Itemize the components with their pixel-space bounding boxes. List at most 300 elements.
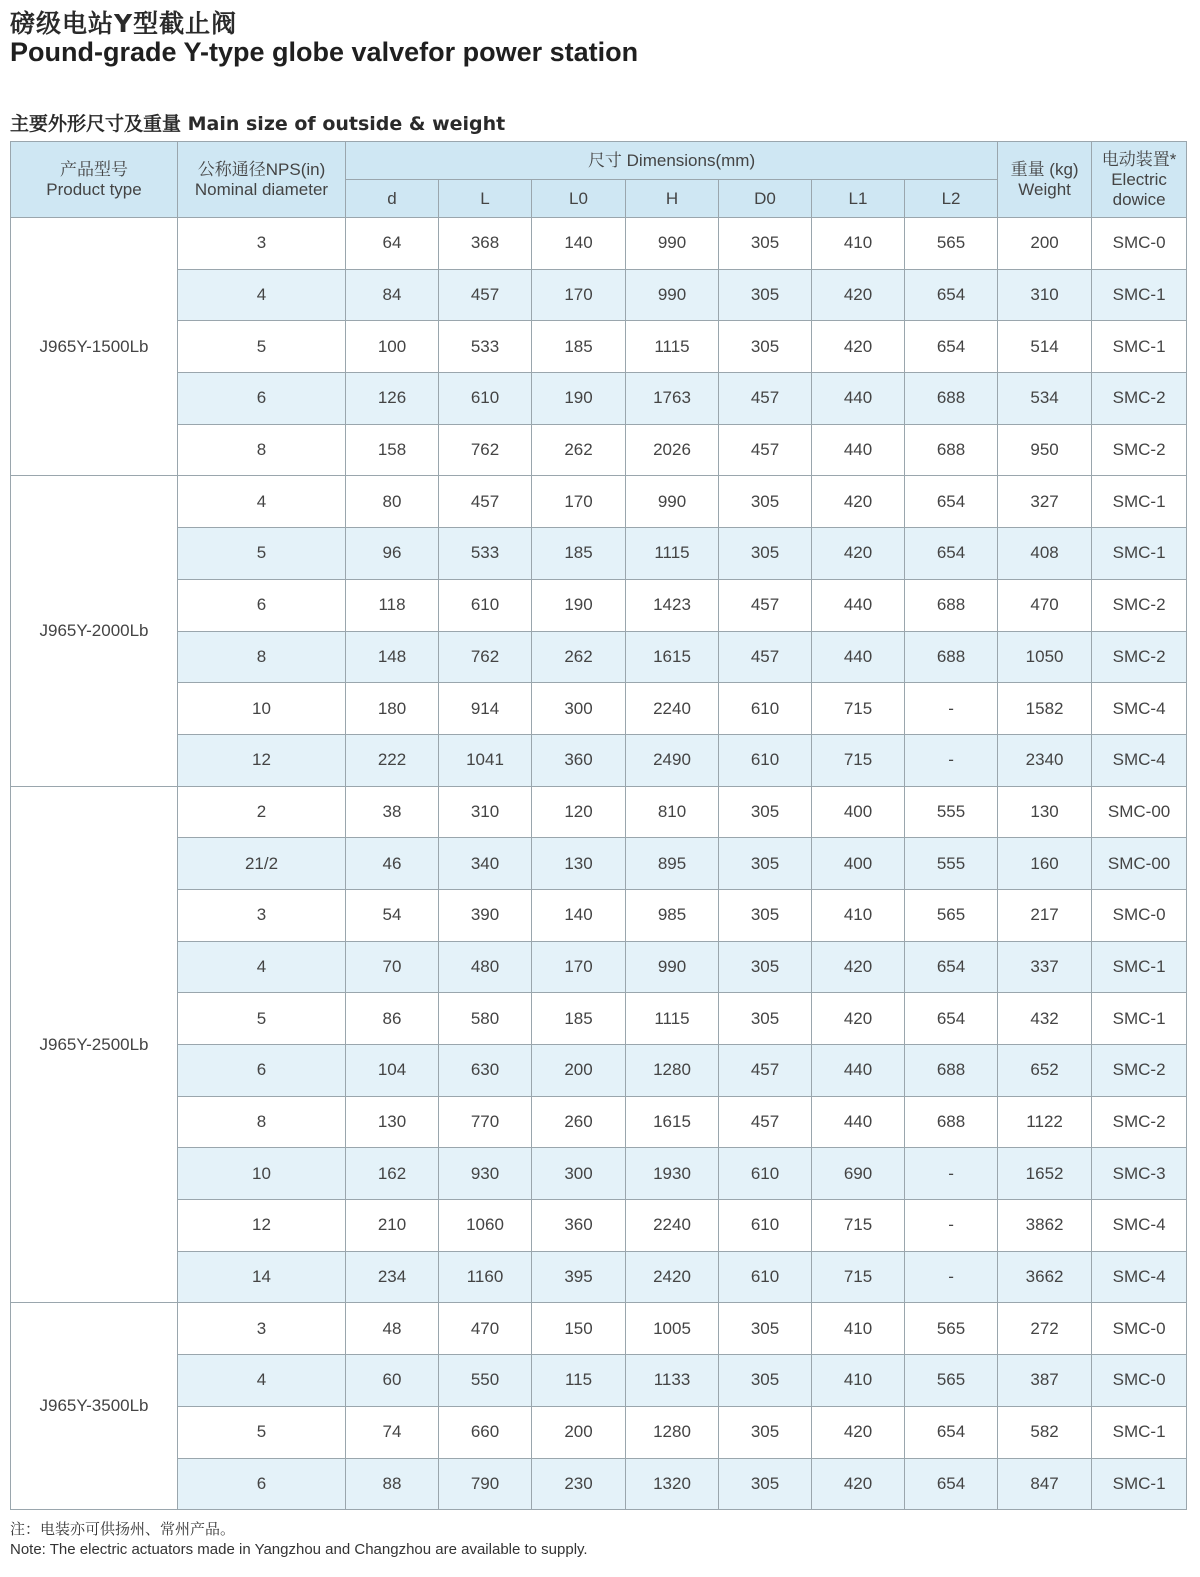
- table-cell: 533: [439, 321, 532, 373]
- table-cell: 565: [905, 1355, 998, 1407]
- table-cell: 340: [439, 838, 532, 890]
- table-cell: 1615: [626, 1096, 719, 1148]
- table-cell: 762: [439, 631, 532, 683]
- table-cell: 170: [532, 941, 626, 993]
- table-cell: 272: [998, 1303, 1092, 1355]
- table-cell: 985: [626, 889, 719, 941]
- header-col-l: L: [439, 180, 532, 218]
- table-cell: 410: [812, 889, 905, 941]
- table-cell: 2240: [626, 1200, 719, 1252]
- table-cell: 300: [532, 683, 626, 735]
- table-cell: 582: [998, 1406, 1092, 1458]
- table-row: [11, 1355, 1187, 1407]
- table-cell: SMC-1: [1092, 1406, 1187, 1458]
- table-cell: 100: [346, 321, 439, 373]
- table-cell: SMC-00: [1092, 786, 1187, 838]
- table-row: [11, 734, 1187, 786]
- table-row: [11, 528, 1187, 580]
- table-cell: 420: [812, 269, 905, 321]
- table-cell: 420: [812, 321, 905, 373]
- table-cell: 390: [439, 889, 532, 941]
- table-cell: 1115: [626, 993, 719, 1045]
- nominal-diameter-cell: 4: [178, 941, 346, 993]
- table-cell: 262: [532, 631, 626, 683]
- header-nominal-diameter: [178, 142, 346, 218]
- header-product-en: Product type: [46, 179, 142, 199]
- table-cell: -: [905, 1148, 998, 1200]
- table-cell: 555: [905, 838, 998, 890]
- table-cell: 190: [532, 373, 626, 425]
- nominal-diameter-cell: 8: [178, 424, 346, 476]
- header-col-l2: L2: [905, 180, 998, 218]
- table-cell: 160: [998, 838, 1092, 890]
- table-cell: 654: [905, 269, 998, 321]
- table-cell: 130: [998, 786, 1092, 838]
- table-cell: 440: [812, 373, 905, 425]
- table-row: [11, 579, 1187, 631]
- nominal-diameter-cell: 4: [178, 476, 346, 528]
- nominal-diameter-cell: 3: [178, 889, 346, 941]
- table-cell: 930: [439, 1148, 532, 1200]
- table-cell: 140: [532, 218, 626, 270]
- table-cell: 400: [812, 838, 905, 890]
- nominal-diameter-cell: 12: [178, 1200, 346, 1252]
- footnote-en: Note: The electric actuators made in Yangzhou and Changzhou are available to supply.: [10, 1541, 588, 1558]
- table-cell: 387: [998, 1355, 1092, 1407]
- table-cell: 457: [719, 373, 812, 425]
- header-nominal-cn: 公称通径NPS(in): [197, 159, 326, 179]
- table-cell: 715: [812, 683, 905, 735]
- nominal-diameter-cell: 5: [178, 528, 346, 580]
- table-cell: 3862: [998, 1200, 1092, 1252]
- table-cell: 420: [812, 993, 905, 1045]
- table-cell: 420: [812, 528, 905, 580]
- product-type-cell: J965Y-3500Lb: [11, 1303, 178, 1510]
- table-cell: 457: [439, 476, 532, 528]
- table-cell: SMC-4: [1092, 1200, 1187, 1252]
- table-cell: SMC-1: [1092, 476, 1187, 528]
- nominal-diameter-cell: 8: [178, 1096, 346, 1148]
- table-cell: 1280: [626, 1406, 719, 1458]
- table-cell: 305: [719, 1458, 812, 1510]
- nominal-diameter-cell: 2: [178, 786, 346, 838]
- table-cell: 420: [812, 941, 905, 993]
- nominal-diameter-cell: 6: [178, 1045, 346, 1097]
- table-cell: 74: [346, 1406, 439, 1458]
- header-product-cn: 产品型号: [60, 159, 128, 179]
- table-row: [11, 1458, 1187, 1510]
- table-cell: -: [905, 734, 998, 786]
- table-row: [11, 424, 1187, 476]
- table-cell: 84: [346, 269, 439, 321]
- table-cell: 457: [719, 631, 812, 683]
- table-row: [11, 838, 1187, 890]
- table-cell: 1582: [998, 683, 1092, 735]
- table-cell: 3662: [998, 1251, 1092, 1303]
- table-cell: 305: [719, 476, 812, 528]
- table-cell: 688: [905, 424, 998, 476]
- table-cell: 130: [346, 1096, 439, 1148]
- table-row: [11, 218, 1187, 270]
- table-cell: 148: [346, 631, 439, 683]
- table-cell: 210: [346, 1200, 439, 1252]
- table-cell: 305: [719, 1355, 812, 1407]
- table-cell: SMC-1: [1092, 321, 1187, 373]
- table-cell: 688: [905, 373, 998, 425]
- table-cell: 305: [719, 321, 812, 373]
- table-cell: 200: [998, 218, 1092, 270]
- table-cell: 457: [719, 1096, 812, 1148]
- table-cell: 185: [532, 321, 626, 373]
- table-cell: 565: [905, 1303, 998, 1355]
- nominal-diameter-cell: 4: [178, 1355, 346, 1407]
- nominal-diameter-cell: 14: [178, 1251, 346, 1303]
- table-cell: 368: [439, 218, 532, 270]
- table-cell: 80: [346, 476, 439, 528]
- table-cell: SMC-1: [1092, 993, 1187, 1045]
- table-cell: 360: [532, 734, 626, 786]
- nominal-diameter-cell: 10: [178, 1148, 346, 1200]
- table-cell: 118: [346, 579, 439, 631]
- table-cell: 660: [439, 1406, 532, 1458]
- table-cell: SMC-1: [1092, 528, 1187, 580]
- table-row: [11, 1251, 1187, 1303]
- table-cell: 327: [998, 476, 1092, 528]
- table-cell: 1320: [626, 1458, 719, 1510]
- spec-table: [10, 141, 1187, 1510]
- table-cell: 120: [532, 786, 626, 838]
- table-cell: 400: [812, 786, 905, 838]
- header-electric-cn: 电动装置*: [1101, 149, 1177, 169]
- table-cell: 305: [719, 993, 812, 1045]
- table-cell: 38: [346, 786, 439, 838]
- table-cell: 46: [346, 838, 439, 890]
- table-cell: 2490: [626, 734, 719, 786]
- nominal-diameter-cell: 12: [178, 734, 346, 786]
- table-cell: 654: [905, 321, 998, 373]
- table-row: [11, 269, 1187, 321]
- table-cell: 86: [346, 993, 439, 1045]
- table-row: [11, 1045, 1187, 1097]
- table-cell: SMC-0: [1092, 889, 1187, 941]
- table-cell: SMC-3: [1092, 1148, 1187, 1200]
- nominal-diameter-cell: 3: [178, 218, 346, 270]
- table-cell: 990: [626, 476, 719, 528]
- table-cell: SMC-1: [1092, 269, 1187, 321]
- table-cell: SMC-0: [1092, 1355, 1187, 1407]
- table-cell: 310: [998, 269, 1092, 321]
- table-cell: 1115: [626, 321, 719, 373]
- table-cell: 1615: [626, 631, 719, 683]
- table-cell: SMC-2: [1092, 631, 1187, 683]
- table-cell: 990: [626, 269, 719, 321]
- table-cell: 96: [346, 528, 439, 580]
- table-row: [11, 993, 1187, 1045]
- table-cell: 480: [439, 941, 532, 993]
- table-cell: 305: [719, 218, 812, 270]
- header-nominal-en: Nominal diameter: [194, 179, 329, 199]
- table-row: [11, 476, 1187, 528]
- table-cell: 652: [998, 1045, 1092, 1097]
- header-electric-en: Electric dowice: [1111, 169, 1167, 209]
- product-type-cell: J965Y-2000Lb: [11, 476, 178, 786]
- table-cell: 470: [998, 579, 1092, 631]
- table-cell: 64: [346, 218, 439, 270]
- table-cell: 534: [998, 373, 1092, 425]
- table-cell: 1050: [998, 631, 1092, 683]
- header-col-l0: L0: [532, 180, 626, 218]
- table-cell: 305: [719, 269, 812, 321]
- table-cell: 610: [719, 683, 812, 735]
- table-cell: 580: [439, 993, 532, 1045]
- table-cell: 457: [719, 579, 812, 631]
- table-cell: -: [905, 1200, 998, 1252]
- table-cell: 690: [812, 1148, 905, 1200]
- table-cell: 230: [532, 1458, 626, 1510]
- table-cell: 2340: [998, 734, 1092, 786]
- table-cell: 305: [719, 838, 812, 890]
- table-cell: 180: [346, 683, 439, 735]
- table-cell: 654: [905, 1406, 998, 1458]
- table-cell: 810: [626, 786, 719, 838]
- nominal-diameter-cell: 3: [178, 1303, 346, 1355]
- table-row: [11, 1406, 1187, 1458]
- table-cell: SMC-4: [1092, 683, 1187, 735]
- table-cell: 555: [905, 786, 998, 838]
- table-cell: 654: [905, 528, 998, 580]
- table-cell: 360: [532, 1200, 626, 1252]
- table-cell: 440: [812, 631, 905, 683]
- table-cell: 420: [812, 476, 905, 528]
- table-row: [11, 1200, 1187, 1252]
- nominal-diameter-cell: 6: [178, 373, 346, 425]
- table-cell: 130: [532, 838, 626, 890]
- table-cell: 914: [439, 683, 532, 735]
- table-cell: 688: [905, 1045, 998, 1097]
- table-cell: 457: [719, 1045, 812, 1097]
- table-cell: 654: [905, 1458, 998, 1510]
- table-cell: 126: [346, 373, 439, 425]
- header-col-l1: L1: [812, 180, 905, 218]
- page-title-en: Pound-grade Y-type globe valvefor power station: [10, 37, 639, 67]
- table-cell: 234: [346, 1251, 439, 1303]
- table-row: [11, 683, 1187, 735]
- nominal-diameter-cell: 5: [178, 993, 346, 1045]
- header-weight-en: Weight: [1018, 179, 1071, 199]
- table-cell: 305: [719, 528, 812, 580]
- table-cell: 217: [998, 889, 1092, 941]
- table-cell: 610: [719, 1200, 812, 1252]
- table-row: [11, 321, 1187, 373]
- table-cell: 170: [532, 269, 626, 321]
- table-cell: 115: [532, 1355, 626, 1407]
- table-cell: 185: [532, 528, 626, 580]
- table-cell: 54: [346, 889, 439, 941]
- table-cell: 654: [905, 476, 998, 528]
- table-cell: SMC-00: [1092, 838, 1187, 890]
- header-dimensions: 尺寸 Dimensions(mm): [346, 142, 998, 180]
- nominal-diameter-cell: 5: [178, 321, 346, 373]
- table-cell: SMC-4: [1092, 1251, 1187, 1303]
- table-cell: 1060: [439, 1200, 532, 1252]
- table-cell: 565: [905, 218, 998, 270]
- table-cell: 688: [905, 1096, 998, 1148]
- table-cell: 305: [719, 1303, 812, 1355]
- product-type-cell: J965Y-1500Lb: [11, 218, 178, 476]
- table-cell: 88: [346, 1458, 439, 1510]
- table-cell: 1280: [626, 1045, 719, 1097]
- table-cell: 654: [905, 941, 998, 993]
- table-cell: SMC-2: [1092, 424, 1187, 476]
- table-cell: 170: [532, 476, 626, 528]
- table-cell: 1041: [439, 734, 532, 786]
- table-row: [11, 941, 1187, 993]
- table-cell: 1930: [626, 1148, 719, 1200]
- table-cell: 200: [532, 1406, 626, 1458]
- table-row: [11, 373, 1187, 425]
- nominal-diameter-cell: 21/2: [178, 838, 346, 890]
- table-cell: SMC-1: [1092, 941, 1187, 993]
- table-cell: 1652: [998, 1148, 1092, 1200]
- table-cell: 140: [532, 889, 626, 941]
- table-cell: 1763: [626, 373, 719, 425]
- table-cell: 162: [346, 1148, 439, 1200]
- table-cell: 262: [532, 424, 626, 476]
- header-col-d: d: [346, 180, 439, 218]
- table-cell: 790: [439, 1458, 532, 1510]
- table-cell: 715: [812, 1251, 905, 1303]
- table-row: [11, 1148, 1187, 1200]
- table-cell: 688: [905, 579, 998, 631]
- table-cell: 260: [532, 1096, 626, 1148]
- table-cell: 688: [905, 631, 998, 683]
- table-cell: 190: [532, 579, 626, 631]
- table-cell: 440: [812, 1096, 905, 1148]
- table-cell: 654: [905, 993, 998, 1045]
- table-cell: 1005: [626, 1303, 719, 1355]
- table-cell: 990: [626, 218, 719, 270]
- table-cell: 222: [346, 734, 439, 786]
- table-cell: SMC-1: [1092, 1458, 1187, 1510]
- table-cell: SMC-2: [1092, 1096, 1187, 1148]
- table-cell: 420: [812, 1406, 905, 1458]
- table-cell: 150: [532, 1303, 626, 1355]
- table-cell: 440: [812, 1045, 905, 1097]
- table-cell: 440: [812, 579, 905, 631]
- table-cell: 337: [998, 941, 1092, 993]
- table-cell: SMC-4: [1092, 734, 1187, 786]
- table-cell: 158: [346, 424, 439, 476]
- table-cell: 70: [346, 941, 439, 993]
- table-cell: 770: [439, 1096, 532, 1148]
- table-cell: 420: [812, 1458, 905, 1510]
- table-cell: 470: [439, 1303, 532, 1355]
- table-cell: 715: [812, 1200, 905, 1252]
- table-cell: 305: [719, 786, 812, 838]
- table-cell: 950: [998, 424, 1092, 476]
- table-cell: 2420: [626, 1251, 719, 1303]
- table-cell: SMC-2: [1092, 1045, 1187, 1097]
- table-cell: 305: [719, 941, 812, 993]
- table-cell: 610: [719, 1148, 812, 1200]
- table-cell: SMC-2: [1092, 373, 1187, 425]
- table-cell: 533: [439, 528, 532, 580]
- table-cell: 1122: [998, 1096, 1092, 1148]
- table-cell: SMC-0: [1092, 1303, 1187, 1355]
- product-type-cell: J965Y-2500Lb: [11, 786, 178, 1303]
- header-weight: [998, 142, 1092, 218]
- header-col-h: H: [626, 180, 719, 218]
- table-cell: 48: [346, 1303, 439, 1355]
- table-cell: -: [905, 1251, 998, 1303]
- table-cell: 847: [998, 1458, 1092, 1510]
- table-cell: 395: [532, 1251, 626, 1303]
- table-cell: 410: [812, 1355, 905, 1407]
- table-cell: -: [905, 683, 998, 735]
- table-cell: 630: [439, 1045, 532, 1097]
- table-cell: 1423: [626, 579, 719, 631]
- table-cell: SMC-0: [1092, 218, 1187, 270]
- nominal-diameter-cell: 8: [178, 631, 346, 683]
- table-cell: 2240: [626, 683, 719, 735]
- table-cell: 715: [812, 734, 905, 786]
- table-row: [11, 631, 1187, 683]
- table-cell: 305: [719, 889, 812, 941]
- table-cell: 410: [812, 218, 905, 270]
- table-cell: 408: [998, 528, 1092, 580]
- footnote-cn: 注：电装亦可供扬州、常州产品。: [10, 1520, 236, 1538]
- table-cell: 200: [532, 1045, 626, 1097]
- table-cell: 762: [439, 424, 532, 476]
- table-cell: 514: [998, 321, 1092, 373]
- table-cell: 990: [626, 941, 719, 993]
- table-cell: 310: [439, 786, 532, 838]
- table-row: [11, 1096, 1187, 1148]
- table-cell: 1115: [626, 528, 719, 580]
- nominal-diameter-cell: 6: [178, 1458, 346, 1510]
- table-cell: 610: [439, 373, 532, 425]
- table-row: [11, 786, 1187, 838]
- table-cell: 1160: [439, 1251, 532, 1303]
- table-cell: 2026: [626, 424, 719, 476]
- table-cell: 610: [719, 1251, 812, 1303]
- header-product-type: [11, 142, 178, 218]
- page-title-cn: 磅级电站Y型截止阀: [10, 9, 238, 38]
- table-cell: 565: [905, 889, 998, 941]
- table-cell: 432: [998, 993, 1092, 1045]
- table-cell: 185: [532, 993, 626, 1045]
- nominal-diameter-cell: 4: [178, 269, 346, 321]
- table-cell: 440: [812, 424, 905, 476]
- table-cell: 610: [439, 579, 532, 631]
- header-col-d0: D0: [719, 180, 812, 218]
- table-cell: SMC-2: [1092, 579, 1187, 631]
- table-row: [11, 889, 1187, 941]
- table-cell: 1133: [626, 1355, 719, 1407]
- table-cell: 457: [439, 269, 532, 321]
- section-subtitle: 主要外形尺寸及重量 Main size of outside & weight: [10, 113, 506, 135]
- header-electric: [1092, 142, 1187, 218]
- table-cell: 610: [719, 734, 812, 786]
- table-cell: 895: [626, 838, 719, 890]
- table-cell: 60: [346, 1355, 439, 1407]
- table-cell: 550: [439, 1355, 532, 1407]
- table-cell: 457: [719, 424, 812, 476]
- table-cell: 305: [719, 1406, 812, 1458]
- table-cell: 300: [532, 1148, 626, 1200]
- nominal-diameter-cell: 5: [178, 1406, 346, 1458]
- nominal-diameter-cell: 10: [178, 683, 346, 735]
